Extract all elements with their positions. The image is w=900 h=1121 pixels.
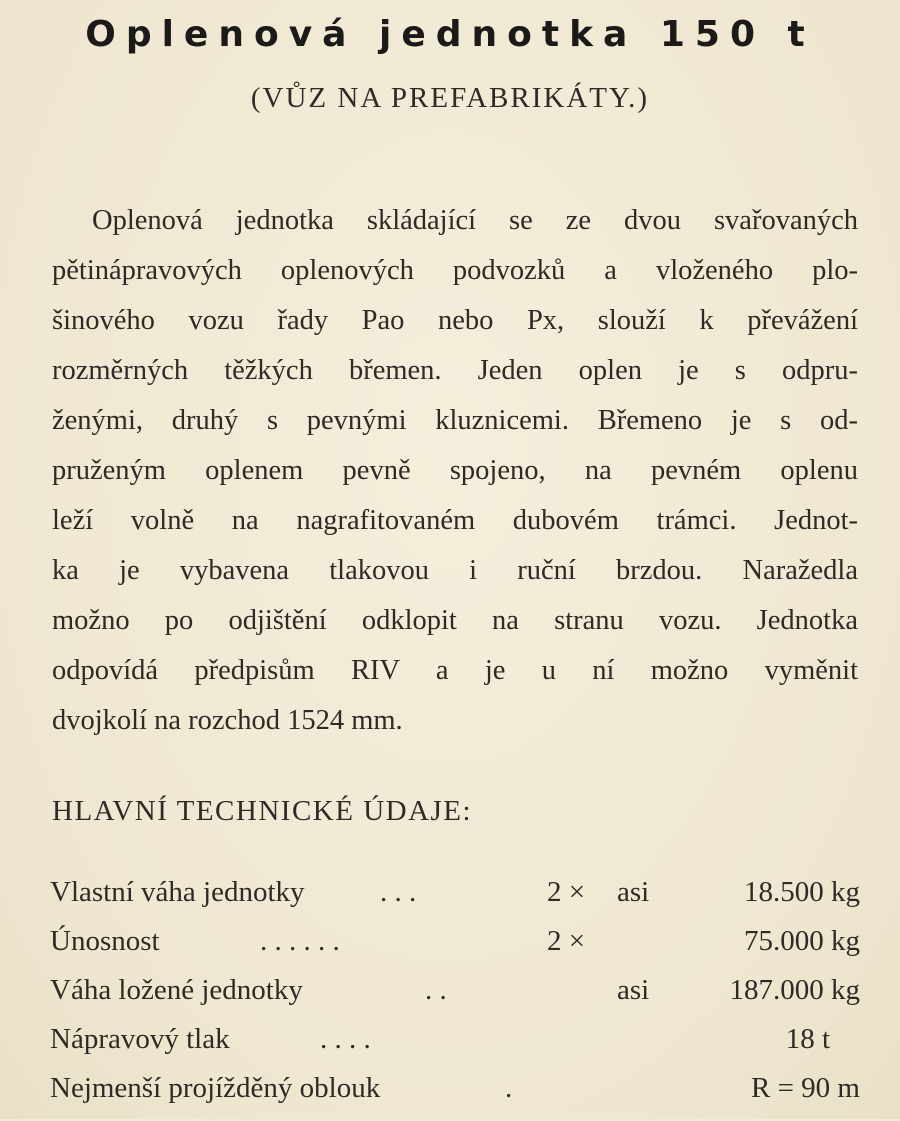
- spec-row-axle-load: [50, 1023, 860, 1072]
- spec-value: R = 90 m: [750, 1072, 860, 1104]
- spec-multiplier: 2 ×: [547, 876, 586, 908]
- leader-dots: .: [505, 1072, 513, 1104]
- spec-value: 187.000 kg: [729, 974, 860, 1006]
- paragraph-line: rozměrných těžkých břemen. Jeden oplen je s odpru-: [52, 355, 858, 386]
- paragraph-line: ka je vybavena tlakovou i ruční brzdou. Naražedla: [52, 555, 858, 586]
- paragraph-line: odpovídá předpisům RIV a je u ní možno vyměnit: [52, 655, 858, 686]
- spec-row-own-weight: [50, 876, 860, 925]
- paragraph-line: ženými, druhý s pevnými kluznicemi. Břemeno je s od-: [52, 405, 858, 436]
- spec-row-loaded-weight: [50, 974, 860, 1023]
- paragraph-line: leží volně na nagrafitovaném dubovém trámci. Jednot-: [52, 505, 858, 536]
- leader-dots: . . . . . .: [260, 925, 340, 957]
- spec-row-capacity: [50, 925, 860, 974]
- spec-label: Váha ložené jednotky: [50, 974, 303, 1006]
- page-title: Oplenová jednotka 150 t: [85, 14, 815, 55]
- spec-label: Nápravový tlak: [50, 1023, 230, 1055]
- spec-value: 18.500 kg: [744, 876, 860, 908]
- paragraph-line: šinového vozu řady Pao nebo Px, slouží k převážení: [52, 305, 858, 336]
- paragraph-line: možno po odjištění odklopit na stranu vozu. Jednotka: [52, 605, 858, 636]
- paragraph-line: Oplenová jednotka skládající se ze dvou svařovaných: [92, 205, 858, 236]
- spec-label: Nejmenší projížděný oblouk: [50, 1072, 381, 1104]
- spec-approx: asi: [617, 974, 650, 1006]
- section-heading: HLAVNÍ TECHNICKÉ ÚDAJE:: [52, 795, 473, 827]
- leader-dots: . . . .: [320, 1023, 371, 1055]
- page-subtitle: (VŮZ NA PREFABRIKÁTY.): [250, 82, 650, 114]
- paragraph-line: pětinápravových oplenových podvozků a vloženého plo-: [52, 255, 858, 286]
- spec-row-min-curve: [50, 1072, 860, 1121]
- paragraph-line: pruženým oplenem pevně spojeno, na pevném oplenu: [52, 455, 858, 486]
- spec-value: 18 t: [785, 1023, 830, 1055]
- spec-label: Vlastní váha jednotky: [50, 876, 305, 908]
- specs-table: [50, 876, 860, 1121]
- leader-dots: . .: [425, 974, 447, 1006]
- spec-approx: asi: [617, 876, 650, 908]
- spec-label: Únosnost: [50, 925, 160, 957]
- description-paragraph: [52, 196, 858, 746]
- leader-dots: . . .: [380, 876, 417, 908]
- paragraph-line: dvojkolí na rozchod 1524 mm.: [52, 705, 403, 736]
- spec-multiplier: 2 ×: [547, 925, 586, 957]
- spec-value: 75.000 kg: [744, 925, 860, 957]
